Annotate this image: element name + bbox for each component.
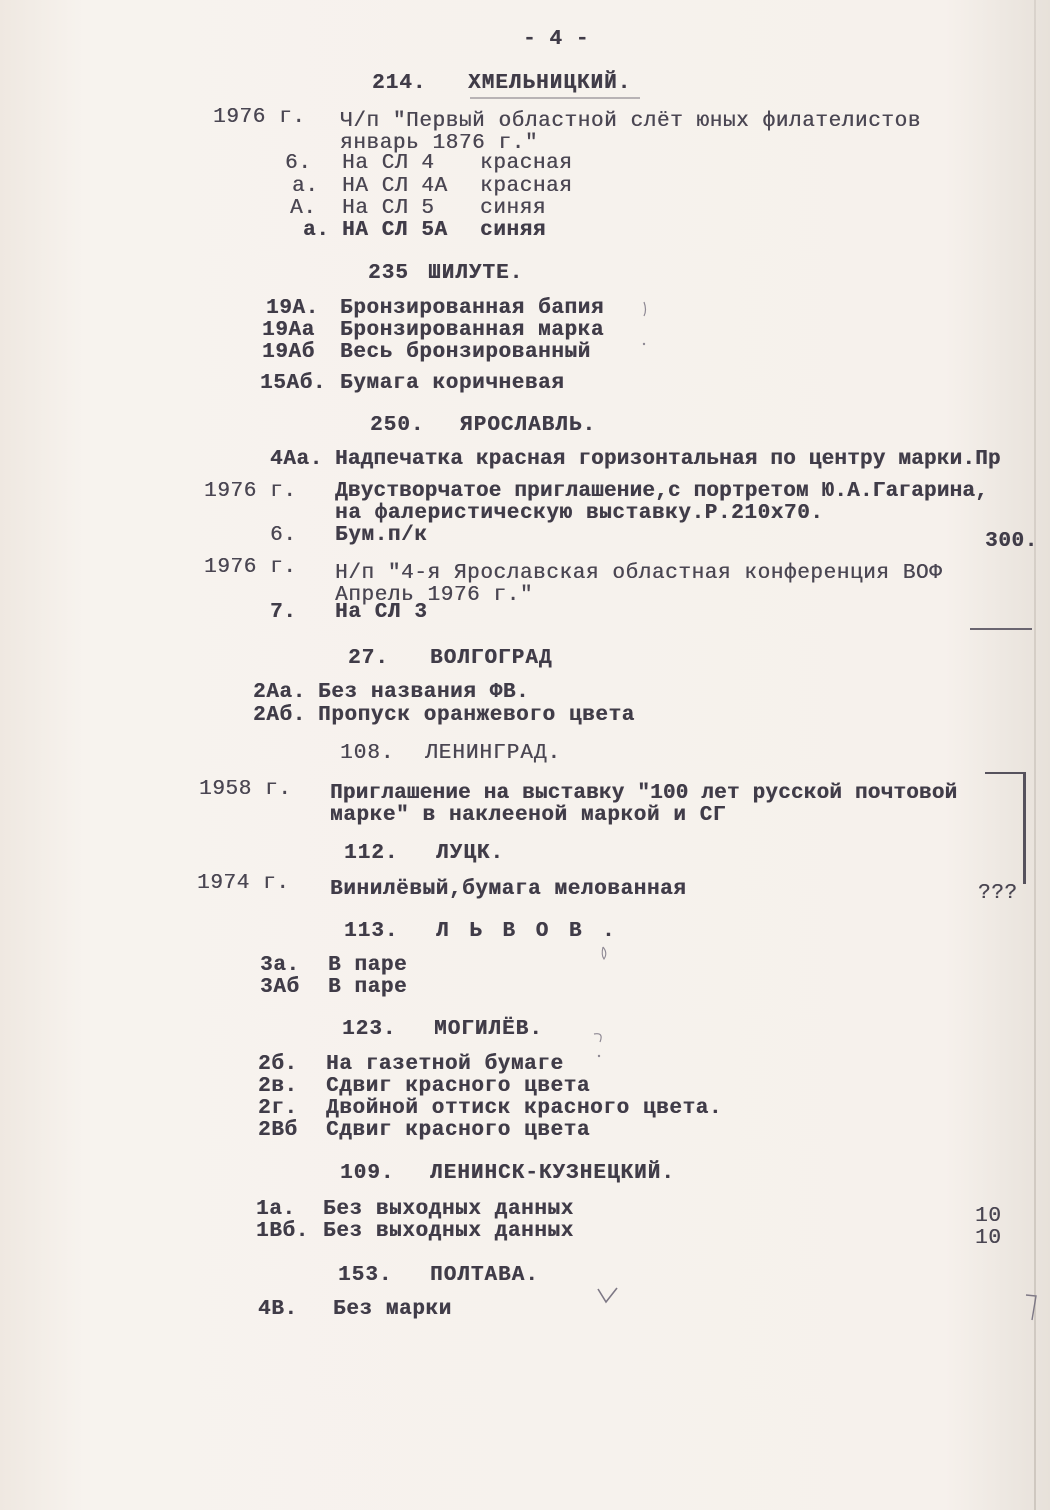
section-number: 123. — [342, 1018, 397, 1041]
section-title: МОГИЛЁВ. — [434, 1018, 543, 1041]
item-text: Пропуск оранжевого цвета — [318, 704, 635, 727]
section-number: 113. — [344, 920, 399, 943]
item-text: Бронзированная бапия — [340, 297, 605, 320]
item-color: синяя — [480, 197, 547, 220]
item-code: а. — [303, 219, 330, 242]
item-code: 2Вб — [258, 1119, 298, 1142]
section-title: ШИЛУТЕ. — [428, 262, 524, 285]
item-code: 2в. — [258, 1075, 298, 1098]
item-code: 19Аб — [262, 341, 315, 364]
section-number: 108. — [340, 742, 395, 765]
section-number: 27. — [348, 647, 389, 670]
item-text: Весь бронзированный — [340, 341, 591, 364]
item-code: 4Аа. — [270, 448, 323, 471]
entry-description: Апрель 1976 г." — [335, 584, 534, 607]
item-code: 1Вб. — [256, 1220, 309, 1243]
section-number: 153. — [338, 1264, 393, 1287]
entry-description: Двустворчатое приглашение,с портретом Ю.А.Гагарина, — [335, 480, 988, 503]
entry-year: 1976 г. — [204, 480, 297, 503]
section-title: ЛЕНИНГРАД. — [425, 742, 562, 765]
item-color: синяя — [480, 219, 547, 242]
item-value: 10 — [975, 1227, 1002, 1250]
entry-description: Ч/п "Первый областной слёт юных филателистов — [340, 110, 921, 133]
item-code: 2Аа. — [253, 681, 306, 704]
item-code: 4В. — [258, 1298, 298, 1321]
item-text: НА СЛ 4А — [342, 175, 448, 198]
item-text: Без названия ФВ. — [318, 681, 530, 704]
item-text: На СЛ 5 — [342, 197, 435, 220]
section-number: 112. — [344, 842, 399, 865]
entry-description: Винилёвый,бумага мелованная — [330, 878, 687, 901]
item-text: В паре — [328, 954, 408, 977]
item-code: 6. — [270, 524, 297, 547]
section-title: ЯРОСЛАВЛЬ. — [460, 414, 597, 437]
item-value: ??? — [978, 882, 1018, 905]
pencil-checkmark-icon — [595, 1285, 625, 1307]
pencil-mark-icon — [640, 300, 652, 350]
item-value: 10 — [975, 1205, 1002, 1228]
item-text: Бронзированная марка — [340, 319, 605, 342]
item-text: Бумага коричневая — [340, 372, 565, 395]
pencil-mark-icon — [590, 1030, 610, 1060]
margin-bracket-mark — [985, 772, 1026, 884]
entry-year: 1976 г. — [204, 556, 297, 579]
entry-year: 1958 г. — [199, 778, 292, 801]
item-text: Без марки — [333, 1298, 452, 1321]
item-text: Надпечатка красная горизонтальная по центру марки.Пр — [335, 448, 1001, 471]
section-title: ХМЕЛЬНИЦКИЙ. — [468, 72, 632, 95]
section-number: 250. — [370, 414, 425, 437]
item-text: Без выходных данных — [323, 1198, 574, 1221]
section-title: Л Ь В О В . — [436, 920, 619, 943]
item-text: Бум.п/к — [335, 524, 428, 547]
pencil-mark-icon — [598, 945, 612, 963]
entry-description: марке" в наклееной маркой и СГ — [330, 804, 727, 827]
margin-bracket-mark — [970, 628, 1032, 630]
section-number: 109. — [340, 1162, 395, 1185]
entry-description: на фалеристическую выставку.Р.210х70. — [335, 502, 824, 525]
section-title: ЛЕНИНСК-КУЗНЕЦКИЙ. — [430, 1162, 675, 1185]
item-text: Без выходных данных — [323, 1220, 574, 1243]
entry-year: 1976 г. — [213, 106, 306, 129]
item-text: На СЛ 3 — [335, 601, 428, 624]
section-title: ПОЛТАВА. — [430, 1264, 539, 1287]
entry-year: 1974 г. — [197, 872, 290, 895]
section-title: ЛУЦК. — [436, 842, 505, 865]
item-code: 2г. — [258, 1097, 298, 1120]
section-number: 214. — [372, 72, 427, 95]
item-text: На СЛ 4 — [342, 152, 435, 175]
entry-description: январь 1876 г." — [340, 132, 539, 155]
item-code: 6. — [285, 152, 312, 175]
item-code: 3а. — [260, 954, 300, 977]
page-number: - 4 - — [523, 28, 590, 51]
entry-description: Приглашение на выставку "100 лет русской почтовой — [330, 782, 958, 805]
item-code: 19А. — [266, 297, 319, 320]
item-text: На газетной бумаге — [326, 1053, 564, 1076]
section-title: ВОЛГОГРАД — [430, 647, 553, 670]
item-color: красная — [480, 152, 573, 175]
item-code: А. — [290, 197, 317, 220]
item-code: а. — [292, 175, 319, 198]
item-code: 15Аб. — [260, 372, 327, 395]
item-code: 7. — [270, 601, 297, 624]
item-text: Двойной оттиск красного цвета. — [326, 1097, 723, 1120]
item-code: 2б. — [258, 1053, 298, 1076]
item-value: 300. — [985, 530, 1038, 553]
underline-mark — [470, 97, 640, 99]
page-edge-line — [1034, 0, 1036, 1510]
section-number: 235 — [368, 262, 409, 285]
pencil-mark-icon — [1022, 1292, 1042, 1324]
item-text: Сдвиг красного цвета — [326, 1075, 591, 1098]
item-code: 2Аб. — [253, 704, 306, 727]
entry-description: Н/п "4-я Ярославская областная конференция ВОФ — [335, 562, 943, 585]
item-code: 3Аб — [260, 976, 300, 999]
item-code: 1а. — [256, 1198, 296, 1221]
item-code: 19Аа — [262, 319, 315, 342]
item-color: красная — [480, 175, 573, 198]
item-text: Сдвиг красного цвета — [326, 1119, 591, 1142]
item-text: В паре — [328, 976, 408, 999]
item-text: НА СЛ 5А — [342, 219, 448, 242]
